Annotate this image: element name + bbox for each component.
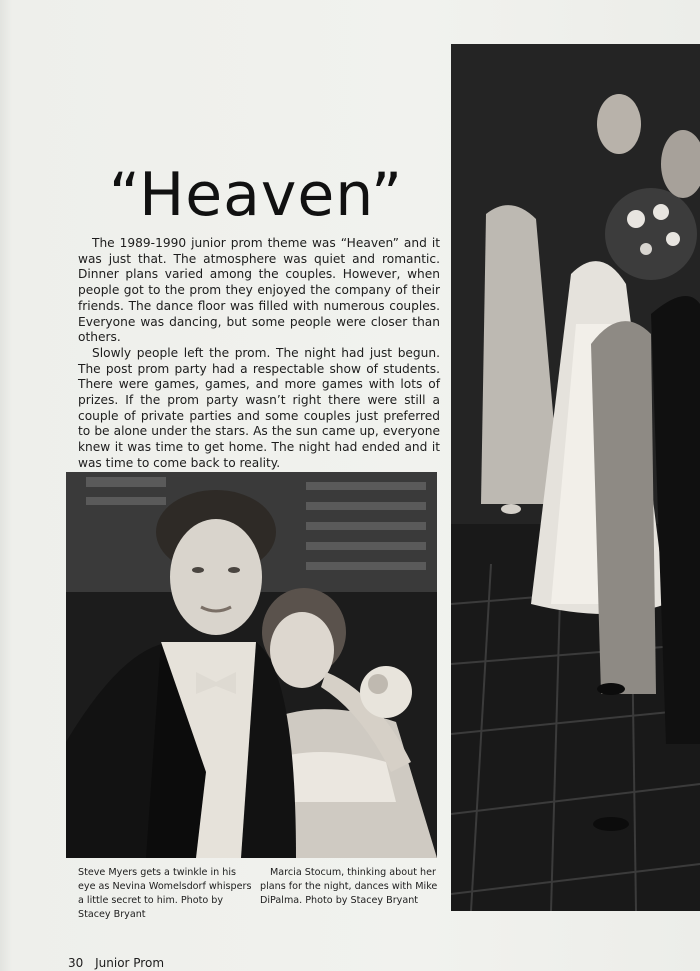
article-title: “Heaven” <box>108 160 404 230</box>
dancing-couple-photo <box>451 44 700 911</box>
page-number: 30 <box>68 956 84 970</box>
article-body <box>78 236 440 472</box>
couple-photo-caption: Steve Myers gets a twinkle in his eye as Nevina Womelsdorf whispers a little secret to him. Photo by Stacey Bryant <box>78 867 252 920</box>
article-paragraph-2: Slowly people left the prom. The night had just begun. The post prom party had a respectable show of students. There were games, games, and more games with lots of prizes. If the prom party wasn’t right there were still a couple of private parties and some couples just preferred to be alone under the stars. As the sun came up, everyone knew it was time to get home. The night had ended and it was time to come back to reality. <box>78 345 440 470</box>
section-name: Junior Prom <box>95 956 165 970</box>
couple-photo <box>66 472 437 858</box>
article-paragraph-1: The 1989-1990 junior prom theme was “Heaven” and it was just that. The atmosphere was quiet and romantic. Dinner plans varied among the couples. However, when people got to the prom they enjoyed the company of their friends. The dance floor was filled with numerous couples. Everyone was dancing, but some people were closer than others. <box>78 236 440 345</box>
page-footer <box>68 956 172 970</box>
dance-photo-caption: Marcia Stocum, thinking about her plans for the night, dances with Mike DiPalma. Photo by Stacey Bryant <box>260 867 438 906</box>
